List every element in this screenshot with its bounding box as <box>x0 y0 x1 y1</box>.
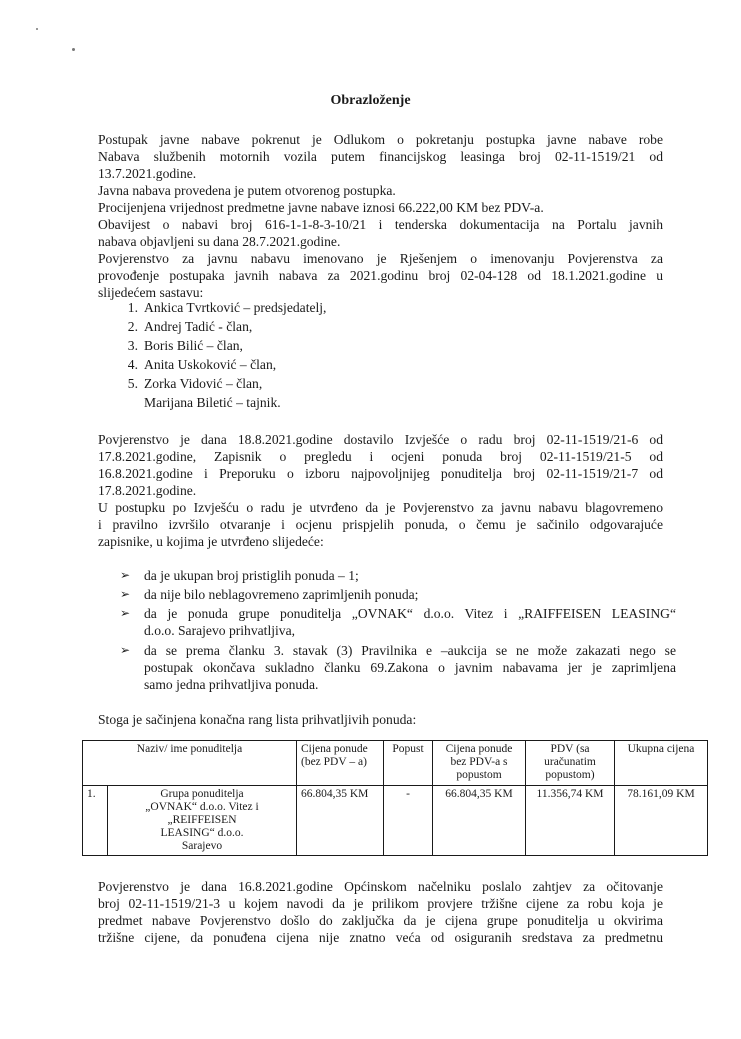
arrow-bullet-icon: ➢ <box>120 587 131 601</box>
scan-speck <box>36 28 38 30</box>
report-line: 17.8.2021.godine, Zapisnik o pregledu i ocjeni ponuda broj 02-11-1519/21-5 od <box>98 449 663 464</box>
list-item: 5. Zorka Vidović – član, <box>127 376 263 391</box>
report-line: 17.8.2021.godine. <box>98 483 197 498</box>
header-discount: Popust <box>384 741 433 786</box>
intro-line: Procijenjena vrijednost predmetne javne nabave iznosi 66.222,00 KM bez PDV-a. <box>98 200 544 215</box>
list-item: 2. Andrej Tadić - član, <box>127 319 253 334</box>
row-vat: 11.356,74 KM <box>526 786 615 856</box>
arrow-bullet-icon: ➢ <box>120 568 131 582</box>
closing-section <box>98 878 663 946</box>
intro-line: Postupak javne nabave pokrenut je Odlukom o pokretanju postupka javne nabave robe <box>98 132 663 147</box>
intro-line: 13.7.2021.godine. <box>98 166 197 181</box>
list-item: Marijana Biletić – tajnik. <box>144 395 281 410</box>
header-name: Naziv/ ime ponuditelja <box>83 741 297 786</box>
header-vat: PDV (sa uračunatim popustom) <box>526 741 615 786</box>
row-price-discounted: 66.804,35 KM <box>433 786 526 856</box>
row-number: 1. <box>83 786 108 856</box>
members-section <box>98 299 663 413</box>
arrow-bullet-icon: ➢ <box>120 606 131 620</box>
members-list <box>98 299 663 413</box>
header-price: Cijena ponude (bez PDV – a) <box>297 741 384 786</box>
list-item: ➢ da je ponuda grupe ponuditelja „OVNAK“ d.o.o. Vitez i „RAIFFEISEN LEASING“ d.o.o. Sarajevo prihvatljiva, <box>116 605 676 639</box>
closing-line: predmet nabave Povjerenstvo došlo do zaključka da je cijena grupe ponuditelja u okvirima <box>98 913 663 928</box>
findings-section <box>116 567 676 693</box>
closing-line: Povjerenstvo je dana 16.8.2021.godine Općinskom načelniku poslalo zahtjev za očitovanje <box>98 879 663 894</box>
closing-line: broj 02-11-1519/21-3 u kojem navodi da je prilikom provjere tržišne cijene za robu koja je <box>98 896 663 911</box>
report-line: zapisnike, u kojima je utvrđeno slijedeće: <box>98 534 324 549</box>
table-row <box>83 786 708 856</box>
list-item: ➢ da se prema članku 3. stavak (3) Pravilnika e –aukcija se ne može zakazati nego se postupak okončava sukladno članku 69.Zakona o javnim nabavama jer je zaprimljena samo jedna prihvatljiva ponuda. <box>116 642 676 693</box>
list-item: 4. Anita Uskoković – član, <box>127 357 277 372</box>
arrow-bullet-icon: ➢ <box>120 643 131 657</box>
closing-line: tržišne cijene, da ponuđena cijena nije znatno veća od osiguranih sredstava za predmetnu <box>98 930 663 945</box>
row-total: 78.161,09 KM <box>615 786 708 856</box>
list-item: 3. Boris Bilić – član, <box>127 338 243 353</box>
intro-line: provođenje postupaka javnih nabava za 2021.godinu broj 02-04-128 od 18.1.2021.godine u <box>98 268 663 283</box>
list-item: ➢ da je ukupan broj pristiglih ponuda – 1; <box>116 567 676 584</box>
report-section <box>98 431 663 550</box>
scan-speck <box>72 48 75 51</box>
report-line: 16.8.2021.godine i Preporuku o izboru najpovoljnijeg ponuditelja broj 02-11-1519/21-7 od <box>98 466 663 481</box>
header-price-discounted: Cijena ponude bez PDV-a s popustom <box>433 741 526 786</box>
intro-line: Javna nabava provedena je putem otvorenog postupka. <box>98 183 396 198</box>
document-title: Obrazloženje <box>330 93 411 108</box>
intro-line: slijedećem sastavu: <box>98 285 204 300</box>
findings-list <box>116 567 676 693</box>
list-item: ➢ da nije bilo neblagovremeno zaprimljenih ponuda; <box>116 586 676 603</box>
header-total: Ukupna cijena <box>615 741 708 786</box>
intro-section <box>98 131 663 301</box>
report-line: i pravilno izvršilo otvaranje i ocjenu prispjelih ponuda, o čemu je sačinilo odgovarajuće <box>98 517 663 532</box>
intro-line: nabava objavljeni su dana 28.7.2021.godine. <box>98 234 341 249</box>
report-line: U postupku po Izvješću o radu je utvrđeno da je Povjerenstvo za javnu nabavu blagovremeno <box>98 500 663 515</box>
row-bidder-name: Grupa ponuditelja „OVNAK“ d.o.o. Vitez i „REIFFEISEN LEASING“ d.o.o. Sarajevo <box>108 786 297 856</box>
ranking-table <box>82 740 708 856</box>
row-price: 66.804,35 KM <box>297 786 384 856</box>
rank-intro: Stoga je sačinjena konačna rang lista prihvatljivih ponuda: <box>98 712 417 727</box>
row-discount: - <box>384 786 433 856</box>
intro-line: Nabava službenih motornih vozila putem financijskog leasinga broj 02-11-1519/21 od <box>98 149 663 164</box>
report-line: Povjerenstvo je dana 18.8.2021.godine dostavilo Izvješće o radu broj 02-11-1519/21-6 od <box>98 432 663 447</box>
list-item: 1. Ankica Tvrtković – predsjedatelj, <box>127 300 327 315</box>
table-header-row <box>83 741 708 786</box>
intro-line: Obavijest o nabavi broj 616-1-1-8-3-10/21 i tenderska dokumentacija na Portalu javnih <box>98 217 663 232</box>
intro-line: Povjerenstvo za javnu nabavu imenovano je Rješenjem o imenovanju Povjerenstva za <box>98 251 663 266</box>
